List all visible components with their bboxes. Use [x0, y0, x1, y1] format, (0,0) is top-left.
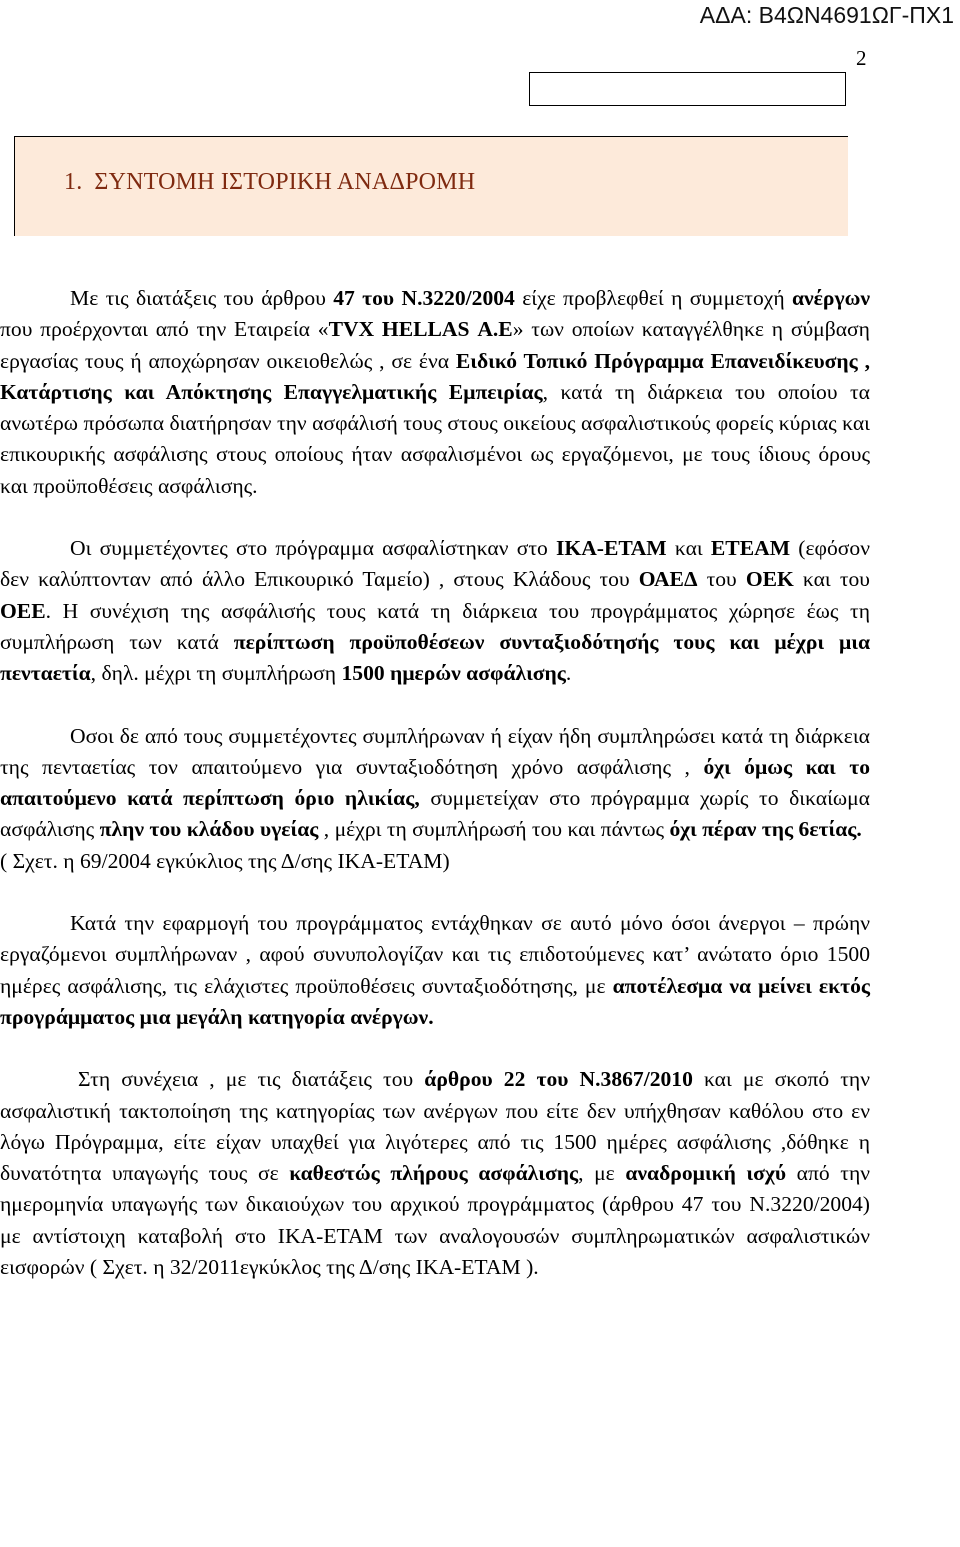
bold-text: 47 του Ν.3220/2004: [333, 286, 515, 310]
paragraph-3-reference: ( Σχετ. η 69/2004 εγκύκλιος της Δ/σης ΙΚΑ-ΕΤΑΜ): [0, 848, 450, 873]
text: » των οποίων καταγγέλθηκε η σύμβαση εργασίας τους ή αποχώρησαν οικειοθελώς , σε ένα: [0, 317, 870, 373]
text: και με σκοπό την ασφαλιστική τακτοποίηση της κατηγορίας των ανέργων που είτε δεν υπήχθησαν καθόλου στο εν λόγω Πρόγραμμα, είτε είχαν υπαχθεί για λιγότερες από τις 1500 ημέρες ασφάλισης ,δόθηκε η δυνατότητα υπαγωγής τους σε: [0, 1067, 870, 1186]
bold-text: ΟΕΚ: [745, 567, 794, 592]
paragraph-3: [0, 721, 870, 846]
text: , μέχρι τη συμπλήρωσή του και πάντως: [318, 817, 670, 842]
section-number: 1.: [64, 169, 83, 195]
bold-text: ΟΑΕΔ: [638, 567, 698, 592]
text: είχε προβλεφθεί η συμμετοχή: [514, 286, 792, 310]
page-number: 2: [856, 46, 867, 70]
text: , με: [578, 1161, 626, 1186]
paragraph-5: [0, 1064, 870, 1283]
text: και του: [793, 567, 870, 592]
section-heading: [64, 169, 475, 196]
text: .: [565, 661, 572, 686]
text: και: [666, 536, 711, 561]
text: Οσοι δε από τους συμμετέχοντες συμπλήρωναν ή είχαν ήδη συμπληρώσει κατά τη διάρκεια της πενταετίας τον απαιτούμενο για συνταξιοδότηση χρόνο ασφάλισης ,: [0, 723, 870, 779]
bold-text: 1500 ημερών ασφάλισης: [341, 661, 566, 686]
bold-text: ανέργων: [791, 286, 870, 310]
text: Στη συνέχεια , με τις διατάξεις του: [78, 1067, 425, 1092]
bold-text: ΟΕΕ: [0, 598, 46, 623]
bold-text: περίπτωση προϋποθέσεων συνταξιοδότησής τους και μέχρι μια πενταετία: [0, 629, 870, 686]
bold-text: Ειδικό Τοπικό Πρόγραμμα Επανειδίκευσης , Κατάρτισης και Απόκτησης Επαγγελματικής Εμπειρίας: [0, 348, 870, 404]
section-heading-box: [14, 136, 848, 236]
paragraph-4: [0, 908, 870, 1033]
section-title: ΣΥΝΤΟΜΗ ΙΣΤΟΡΙΚΗ ΑΝΑΔΡΟΜΗ: [94, 169, 476, 195]
document-body: [0, 283, 870, 1283]
ada-code: ΑΔΑ: Β4ΩΝ4691ΩΓ-ΠΧ1: [699, 2, 954, 28]
empty-box: [529, 72, 846, 106]
bold-text: καθεστώς πλήρους ασφάλισης: [289, 1161, 579, 1186]
text: από την ημερομηνία υπαγωγής των δικαιούχων του αρχικού προγράμματος (άρθρου 47 του Ν.3220/2004) με αντίστοιχη καταβολή στο ΙΚΑ-ΕΤΑΜ των αναλογουσών συμπληρωματικών ασφαλιστικών εισφορών ( Σχετ. η 32/2011εγκύκλος της Δ/σης ΙΚΑ-ΕΤΑΜ ).: [0, 1161, 871, 1280]
bold-text: αποτέλεσμα να μείνει εκτός προγράμματος μια μεγάλη κατηγορία ανέργων.: [0, 973, 870, 1029]
bold-text: TVX HELLAS Α.Ε: [328, 317, 513, 342]
text: , κατά τη διάρκεια του οποίου τα ανωτέρω πρόσωπα διατήρησαν την ασφάλισή τους στους οικείους ασφαλιστικούς φορείς κύριας και επικουρικής ασφάλισης στους οποίους ήταν ασφαλισμένοι ως εργαζόμενοι, με τους ίδιους όρους και προϋποθέσεις ασφάλισης.: [0, 379, 870, 498]
text: Κατά την εφαρμογή του προγράμματος εντάχθηκαν σε αυτό μόνο όσοι άνεργοι – πρώην εργαζόμενοι συμπλήρωναν , αφού συνυπολογίζαν και τις επιδοτούμενες κατ’ ανώτατο όριο 1500 ημέρες ασφάλισης, τις ελάχιστες προϋποθέσεις συνταξιοδότησης, με: [0, 911, 870, 998]
text: Οι συμμετέχοντες στο πρόγραμμα ασφαλίστηκαν στο: [70, 536, 557, 561]
text: (εφόσον δεν καλύπτονταν από άλλο Επικουρικό Ταμείο) , στους Κλάδους του: [0, 536, 870, 592]
bold-text: ΙΚΑ-ΕΤΑΜ: [556, 536, 667, 561]
text: Με τις διατάξεις του άρθρου: [70, 286, 334, 310]
text: του: [697, 567, 746, 592]
text: . Η συνέχιση της ασφάλισής τους κατά τη διάρκεια του προγράμματος χώρησε έως τη συμπλήρωση των κατά: [0, 598, 870, 654]
bold-text: άρθρου 22 του Ν.3867/2010: [424, 1067, 693, 1092]
text: που προέρχονται από την Εταιρεία «: [0, 317, 329, 342]
bold-text: αναδρομική ισχύ: [625, 1161, 787, 1186]
bold-text: όχι πέραν της 6ετίας.: [669, 817, 862, 842]
bold-text: πλην του κλάδου υγείας: [99, 817, 319, 842]
text: συμμετείχαν στο πρόγραμμα χωρίς το δικαίωμα ασφάλισης: [0, 786, 870, 842]
bold-text: ΕΤΕΑΜ: [710, 536, 791, 561]
paragraph-1: [0, 283, 870, 502]
bold-text: όχι όμως και το απαιτούμενο κατά περίπτωση όριο ηλικίας,: [0, 754, 870, 811]
text: , δηλ. μέχρι τη συμπλήρωση: [90, 661, 342, 686]
paragraph-2: [0, 533, 870, 689]
